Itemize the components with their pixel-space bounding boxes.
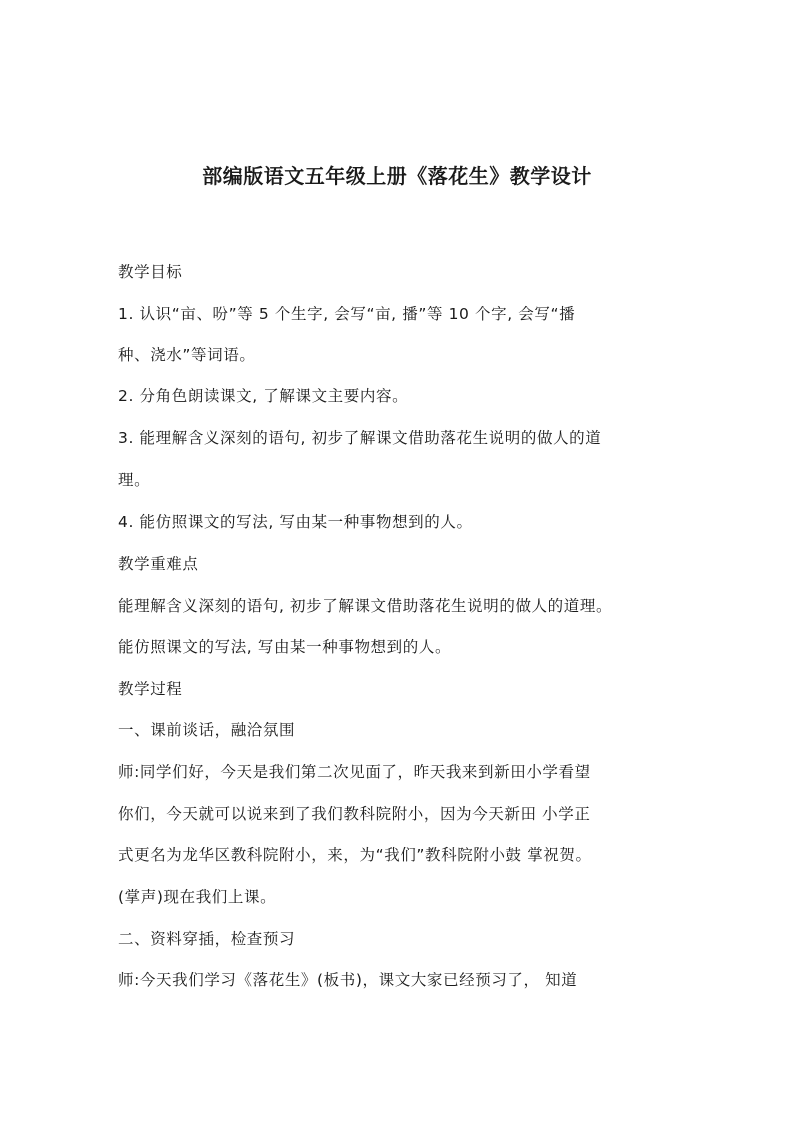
paragraph-line: 你们，今天就可以说来到了我们教科院附小，因为今天新田 小学正 [118,805,591,823]
paragraph-line: 1. 认识“亩、吩”等 5 个生字, 会写“亩, 播”等 10 个字, 会写“播 [118,305,576,323]
section-heading-key-difficulties: 教学重难点 [118,555,199,573]
subsection-heading: 一、课前谈话，融洽氛围 [118,721,296,739]
paragraph-line: 4. 能仿照课文的写法, 写由某一种事物想到的人。 [118,513,473,531]
paragraph-line: 3. 能理解含义深刻的语句, 初步了解课文借助落花生说明的做人的道 [118,429,602,447]
paragraph-line: 种、浇水”等词语。 [118,346,256,364]
paragraph-line: 师:今天我们学习《落花生》(板书)，课文大家已经预习了， 知道 [118,971,578,989]
section-heading-teaching-process: 教学过程 [118,680,183,698]
section-heading-objectives: 教学目标 [118,263,183,281]
subsection-heading: 二、资料穿插，检查预习 [118,930,296,948]
paragraph-line: 能仿照课文的写法, 写由某一种事物想到的人。 [118,638,452,656]
paragraph-line: (掌声)现在我们上课。 [118,888,277,906]
paragraph-line: 2. 分角色朗读课文, 了解课文主要内容。 [118,387,409,405]
paragraph-line: 能理解含义深刻的语句, 初步了解课文借助落花生说明的做人的道理。 [118,597,613,615]
paragraph-line: 师:同学们好，今天是我们第二次见面了，昨天我来到新田小学看望 [118,763,591,781]
document-title: 部编版语文五年级上册《落花生》教学设计 [202,164,592,188]
paragraph-line: 式更名为龙华区教科院附小，来，为“我们”教科院附小鼓 掌祝贺。 [118,846,592,864]
paragraph-line: 理。 [118,471,151,489]
